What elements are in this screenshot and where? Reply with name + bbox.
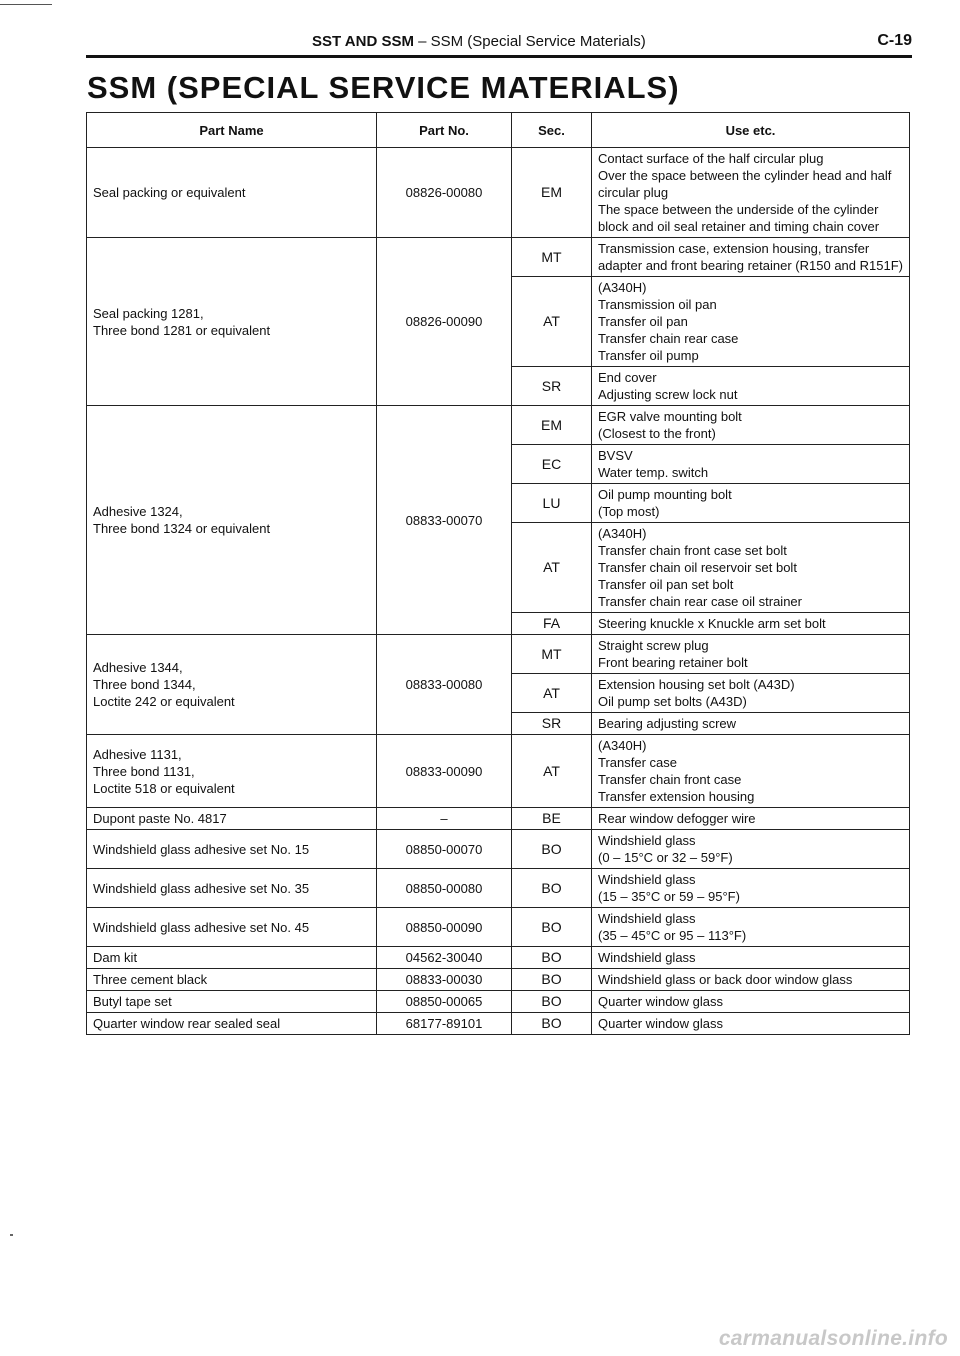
part-number-cell: 68177-89101 <box>377 1013 512 1035</box>
section-cell: BO <box>512 830 592 869</box>
use-cell: Extension housing set bolt (A43D) Oil pump set bolts (A43D) <box>592 674 910 713</box>
part-name-cell: Adhesive 1131, Three bond 1131, Loctite 518 or equivalent <box>87 735 377 808</box>
section-cell: AT <box>512 523 592 613</box>
scan-mark <box>10 1234 13 1236</box>
part-number-cell: – <box>377 808 512 830</box>
part-number-cell: 08826-00090 <box>377 238 512 406</box>
table-row <box>87 148 910 238</box>
table-header-row <box>87 113 910 148</box>
running-head-subtitle: – SSM (Special Service Materials) <box>413 33 646 50</box>
use-cell: Rear window defogger wire <box>592 808 910 830</box>
column-header-sec: Sec. <box>512 113 592 148</box>
column-header-part-name: Part Name <box>87 113 377 148</box>
use-cell: Transmission case, extension housing, transfer adapter and front bearing retainer (R150 and R151F) <box>592 238 910 277</box>
section-cell: FA <box>512 613 592 635</box>
running-head <box>312 33 646 50</box>
use-cell: Windshield glass or back door window glass <box>592 969 910 991</box>
part-number-cell: 08833-00070 <box>377 406 512 635</box>
part-name-cell: Quarter window rear sealed seal <box>87 1013 377 1035</box>
use-cell: (A340H) Transfer case Transfer chain front case Transfer extension housing <box>592 735 910 808</box>
table-row <box>87 908 910 947</box>
use-cell: Contact surface of the half circular plug Over the space between the cylinder head and half circular plug The space between the underside of the cylinder block and oil seal retainer and timing chain cover <box>592 148 910 238</box>
use-cell: Quarter window glass <box>592 1013 910 1035</box>
table-row <box>87 830 910 869</box>
section-cell: LU <box>512 484 592 523</box>
part-number-cell: 08833-00080 <box>377 635 512 735</box>
table-row <box>87 1013 910 1035</box>
part-name-cell: Windshield glass adhesive set No. 35 <box>87 869 377 908</box>
part-number-cell: 08850-00080 <box>377 869 512 908</box>
table-row <box>87 869 910 908</box>
use-cell: Straight screw plug Front bearing retainer bolt <box>592 635 910 674</box>
part-name-cell: Dam kit <box>87 947 377 969</box>
running-head-section: SST AND SSM <box>312 33 414 50</box>
part-number-cell: 08833-00030 <box>377 969 512 991</box>
part-name-cell: Windshield glass adhesive set No. 45 <box>87 908 377 947</box>
section-cell: MT <box>512 238 592 277</box>
page-header <box>86 30 912 54</box>
section-cell: BO <box>512 947 592 969</box>
section-cell: BO <box>512 908 592 947</box>
part-number-cell: 08833-00090 <box>377 735 512 808</box>
use-cell: EGR valve mounting bolt (Closest to the front) <box>592 406 910 445</box>
use-cell: Quarter window glass <box>592 991 910 1013</box>
table-row <box>87 238 910 277</box>
section-cell: AT <box>512 674 592 713</box>
part-number-cell: 08850-00065 <box>377 991 512 1013</box>
section-cell: BO <box>512 991 592 1013</box>
table-row <box>87 969 910 991</box>
section-cell: AT <box>512 735 592 808</box>
part-number-cell: 08850-00070 <box>377 830 512 869</box>
table-row <box>87 808 910 830</box>
use-cell: (A340H) Transmission oil pan Transfer oil pan Transfer chain rear case Transfer oil pump <box>592 277 910 367</box>
header-rule <box>86 55 912 58</box>
column-header-use: Use etc. <box>592 113 910 148</box>
use-cell: Steering knuckle x Knuckle arm set bolt <box>592 613 910 635</box>
use-cell: End cover Adjusting screw lock nut <box>592 367 910 406</box>
section-cell: SR <box>512 713 592 735</box>
section-cell: BO <box>512 1013 592 1035</box>
part-name-cell: Butyl tape set <box>87 991 377 1013</box>
part-name-cell: Adhesive 1344, Three bond 1344, Loctite 242 or equivalent <box>87 635 377 735</box>
page-title: SSM (SPECIAL SERVICE MATERIALS) <box>87 70 680 105</box>
use-cell: Windshield glass <box>592 947 910 969</box>
table-row <box>87 735 910 808</box>
use-cell: BVSV Water temp. switch <box>592 445 910 484</box>
section-cell: MT <box>512 635 592 674</box>
column-header-part-no: Part No. <box>377 113 512 148</box>
section-cell: SR <box>512 367 592 406</box>
section-cell: AT <box>512 277 592 367</box>
use-cell: Oil pump mounting bolt (Top most) <box>592 484 910 523</box>
use-cell: Windshield glass (35 – 45°C or 95 – 113°F) <box>592 908 910 947</box>
section-cell: BO <box>512 969 592 991</box>
use-cell: Bearing adjusting screw <box>592 713 910 735</box>
table-row <box>87 991 910 1013</box>
table-body <box>87 148 910 1035</box>
section-cell: EC <box>512 445 592 484</box>
top-left-rule <box>0 4 52 5</box>
section-cell: EM <box>512 148 592 238</box>
section-cell: EM <box>512 406 592 445</box>
table-row <box>87 947 910 969</box>
part-number-cell: 04562-30040 <box>377 947 512 969</box>
use-cell: Windshield glass (0 – 15°C or 32 – 59°F) <box>592 830 910 869</box>
section-cell: BO <box>512 869 592 908</box>
table-row <box>87 635 910 674</box>
part-number-cell: 08850-00090 <box>377 908 512 947</box>
part-name-cell: Adhesive 1324, Three bond 1324 or equivalent <box>87 406 377 635</box>
part-name-cell: Seal packing or equivalent <box>87 148 377 238</box>
part-name-cell: Three cement black <box>87 969 377 991</box>
use-cell: Windshield glass (15 – 35°C or 59 – 95°F) <box>592 869 910 908</box>
part-name-cell: Windshield glass adhesive set No. 15 <box>87 830 377 869</box>
watermark: carmanualsonline.info <box>718 1327 948 1350</box>
ssm-table <box>86 112 910 1035</box>
section-cell: BE <box>512 808 592 830</box>
use-cell: (A340H) Transfer chain front case set bolt Transfer chain oil reservoir set bolt Transfer oil pan set bolt Transfer chain rear case oil strainer <box>592 523 910 613</box>
part-name-cell: Seal packing 1281, Three bond 1281 or equivalent <box>87 238 377 406</box>
table-row <box>87 406 910 445</box>
part-name-cell: Dupont paste No. 4817 <box>87 808 377 830</box>
page-number: C-19 <box>877 32 912 49</box>
part-number-cell: 08826-00080 <box>377 148 512 238</box>
